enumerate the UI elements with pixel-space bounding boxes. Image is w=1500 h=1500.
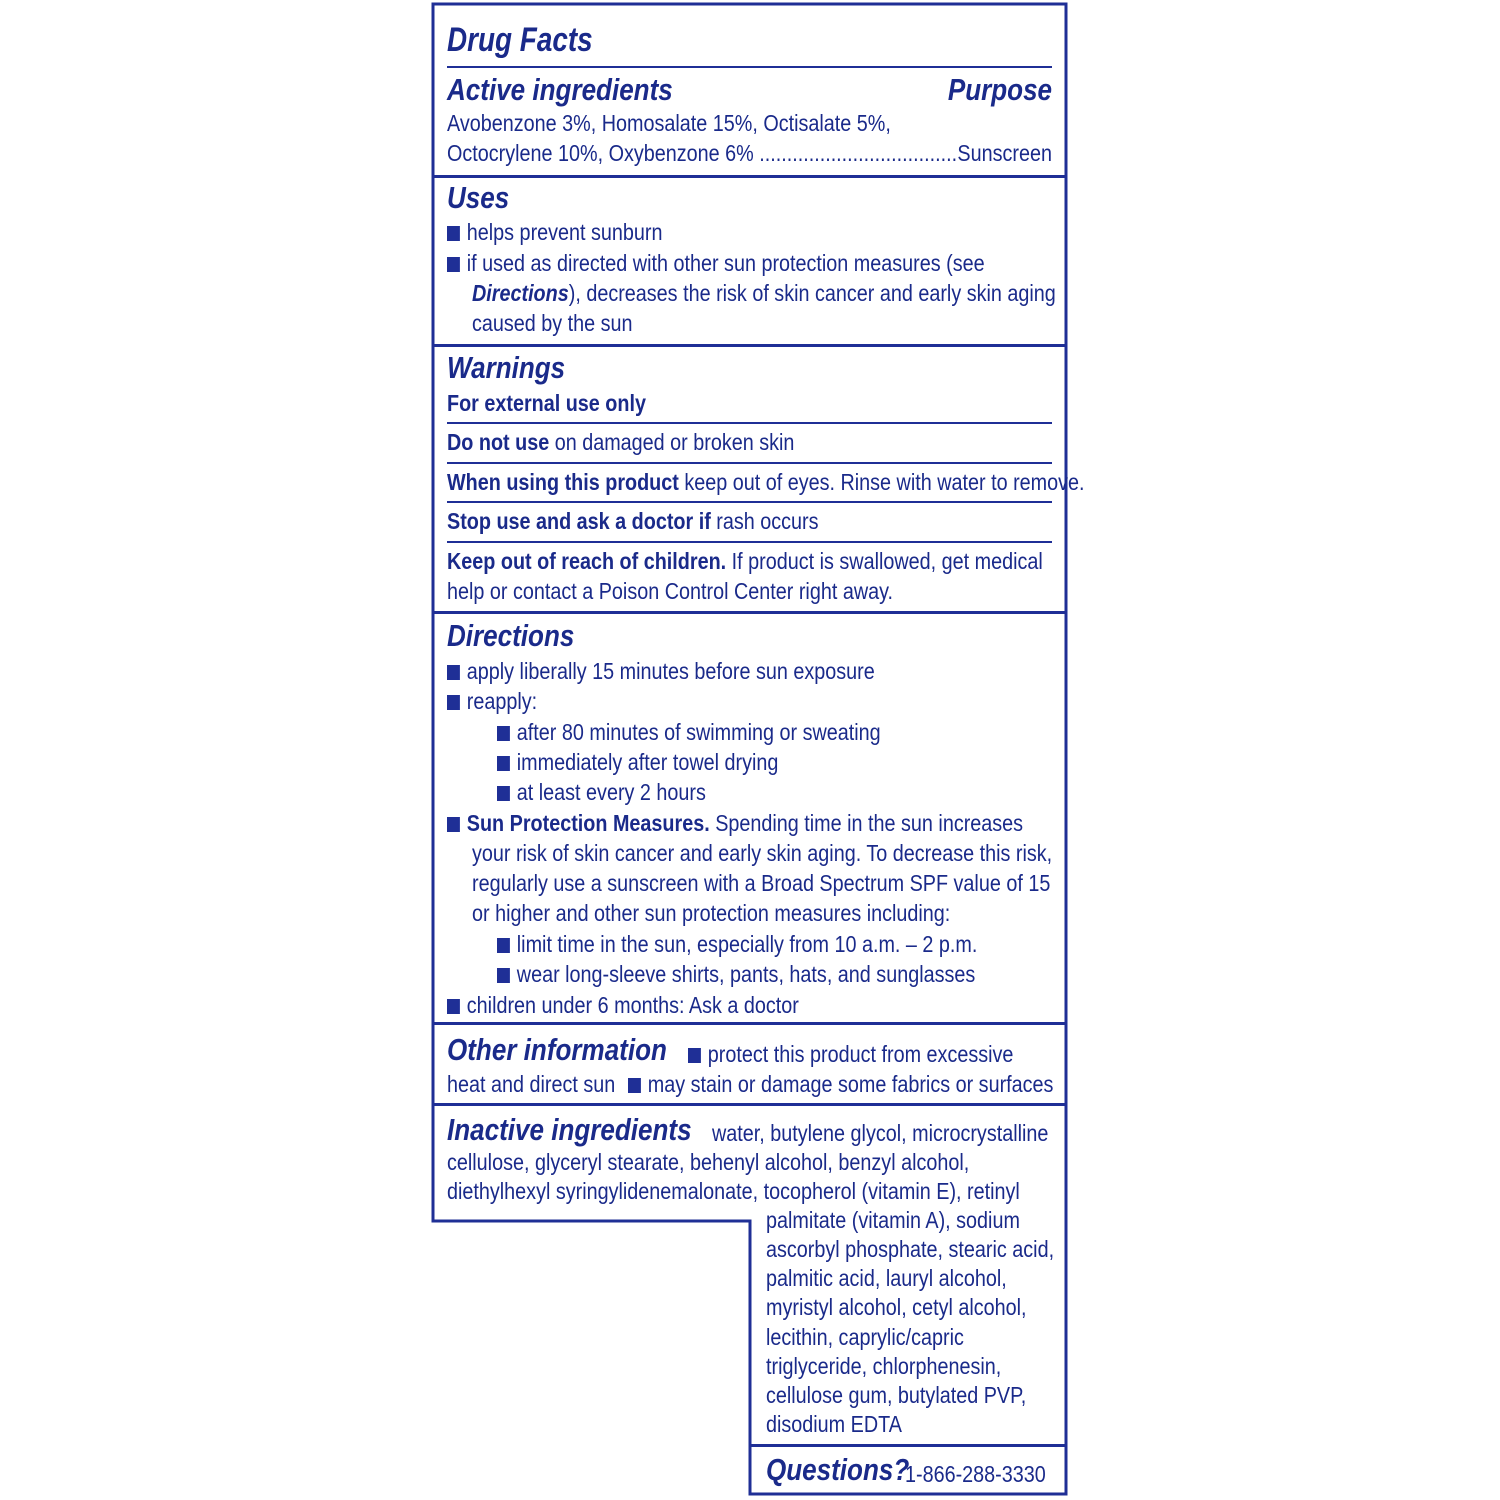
purpose-heading: Purpose	[947, 72, 1052, 107]
inactive-ingredients-heading: Inactive ingredients	[447, 1112, 692, 1147]
directions-heading: Directions	[447, 618, 575, 653]
bullet-square-icon	[497, 786, 510, 801]
uses-item-2-line-3: caused by the sun	[472, 310, 633, 336]
directions-subitem-2b	[497, 747, 778, 777]
uses-heading: Uses	[447, 180, 510, 215]
bullet-square-icon	[447, 257, 460, 272]
sun-protection-label: Sun Protection Measures.	[466, 810, 710, 836]
directions-subitem-3a-text: limit time in the sun, especially from 10 a.m. – 2 p.m.	[516, 931, 978, 957]
inactive-line: ascorbyl phosphate, stearic acid,	[766, 1236, 1055, 1262]
keep-out-of-reach	[447, 546, 1043, 576]
do-not-use-text: on damaged or broken skin	[549, 429, 795, 455]
inactive-line: cellulose, glyceryl stearate, behenyl alcohol, benzyl alcohol,	[447, 1149, 970, 1175]
directions-subitem-2b-text: immediately after towel drying	[516, 749, 779, 775]
bullet-square-icon	[447, 817, 460, 832]
other-item-2-text: may stain or damage some fabrics or surfaces	[647, 1071, 1054, 1097]
divider	[447, 541, 1052, 543]
directions-subitem-3b-text: wear long-sleeve shirts, pants, hats, and sunglasses	[516, 961, 976, 987]
uses-item-2-text-2: ), decreases the risk of skin cancer and early skin aging	[568, 280, 1056, 306]
bullet-square-icon	[447, 665, 460, 680]
warnings-heading: Warnings	[447, 350, 566, 385]
directions-subitem-3a	[497, 929, 977, 959]
directions-subitem-2a-text: after 80 minutes of swimming or sweating	[516, 719, 881, 745]
directions-subitem-2a	[497, 717, 881, 747]
divider	[447, 501, 1052, 503]
directions-item-2	[447, 686, 537, 716]
directions-reference: Directions	[472, 280, 569, 306]
directions-item-3	[447, 808, 1023, 838]
external-use-text: For external use only	[447, 390, 646, 416]
when-using	[447, 467, 1085, 497]
when-using-text: keep out of eyes. Rinse with water to remove.	[678, 469, 1085, 495]
stop-use-text: rash occurs	[710, 508, 819, 534]
active-ingredients-line-2: Octocrylene 10%, Oxybenzone 6% ....................................	[447, 140, 958, 166]
other-item-1-text: protect this product from excessive	[707, 1041, 1014, 1067]
other-information-heading: Other information	[447, 1032, 667, 1067]
do-not-use	[447, 427, 794, 457]
stop-use	[447, 506, 819, 536]
other-item-1-line-2: heat and direct sun	[447, 1071, 616, 1097]
directions-subitem-2c-text: at least every 2 hours	[516, 779, 706, 805]
other-item-1	[688, 1039, 1013, 1069]
inactive-line: water, butylene glycol, microcrystalline	[712, 1120, 1049, 1146]
inactive-line: myristyl alcohol, cetyl alcohol,	[766, 1294, 1027, 1320]
section-divider	[433, 175, 1066, 178]
bullet-square-icon	[688, 1048, 701, 1063]
when-using-label: When using this product	[447, 469, 679, 495]
directions-item-4-text: children under 6 months: Ask a doctor	[466, 992, 799, 1018]
bullet-square-icon	[447, 695, 460, 710]
section-divider	[433, 344, 1066, 347]
inactive-line: palmitic acid, lauryl alcohol,	[766, 1265, 1007, 1291]
keep-out-text: If product is swallowed, get medical	[726, 548, 1043, 574]
keep-out-label: Keep out of reach of children.	[447, 548, 727, 574]
stop-use-label: Stop use and ask a doctor if	[447, 508, 711, 534]
section-divider	[433, 1022, 1066, 1025]
directions-subitem-3b	[497, 959, 975, 989]
uses-item-1-text: helps prevent sunburn	[466, 219, 663, 245]
directions-item-3-text: Spending time in the sun increases	[709, 810, 1024, 836]
bullet-square-icon	[497, 938, 510, 953]
directions-subitem-2c	[497, 777, 706, 807]
do-not-use-label: Do not use	[447, 429, 550, 455]
questions-divider	[750, 1444, 1066, 1447]
inactive-line: disodium EDTA	[766, 1411, 902, 1437]
directions-item-1	[447, 656, 875, 686]
purpose-value: Sunscreen	[957, 140, 1052, 166]
divider	[447, 422, 1052, 424]
directions-item-2-text: reapply:	[466, 688, 538, 714]
inactive-line: triglyceride, chlorphenesin,	[766, 1353, 1002, 1379]
bullet-square-icon	[497, 756, 510, 771]
section-divider	[433, 1103, 1066, 1106]
active-ingredients-heading: Active ingredients	[447, 72, 673, 107]
uses-item-2-text: if used as directed with other sun protection measures (see	[466, 250, 985, 276]
divider	[447, 462, 1052, 464]
directions-item-1-text: apply liberally 15 minutes before sun exposure	[466, 658, 875, 684]
divider	[447, 66, 1052, 68]
keep-out-text-2: help or contact a Poison Control Center right away.	[447, 578, 894, 604]
inactive-line: diethylhexyl syringylidenemalonate, tocopherol (vitamin E), retinyl	[447, 1178, 1020, 1204]
directions-item-3-line-3: regularly use a sunscreen with a Broad Spectrum SPF value of 15	[472, 870, 1051, 896]
bullet-square-icon	[447, 226, 460, 241]
section-divider	[433, 611, 1066, 614]
bullet-square-icon	[447, 999, 460, 1014]
drug-facts-title: Drug Facts	[447, 21, 593, 59]
inactive-line: palmitate (vitamin A), sodium	[766, 1207, 1020, 1233]
inactive-line: cellulose gum, butylated PVP,	[766, 1382, 1027, 1408]
bullet-square-icon	[497, 726, 510, 741]
bullet-square-icon	[628, 1078, 641, 1093]
bullet-square-icon	[497, 968, 510, 983]
inactive-line: lecithin, caprylic/capric	[766, 1324, 964, 1350]
uses-item-1	[447, 217, 663, 247]
uses-item-2	[447, 248, 985, 278]
questions-phone: 1-866-288-3330	[905, 1461, 1046, 1487]
directions-item-3-line-2: your risk of skin cancer and early skin aging. To decrease this risk,	[472, 840, 1053, 866]
active-ingredients-line-1: Avobenzone 3%, Homosalate 15%, Octisalate 5%,	[447, 110, 891, 136]
directions-item-3-line-4: or higher and other sun protection measures including:	[472, 900, 951, 926]
uses-item-2-line-2	[472, 278, 1056, 308]
directions-item-4	[447, 990, 799, 1020]
questions-heading: Questions?	[766, 1452, 910, 1487]
other-item-2	[628, 1069, 1053, 1099]
